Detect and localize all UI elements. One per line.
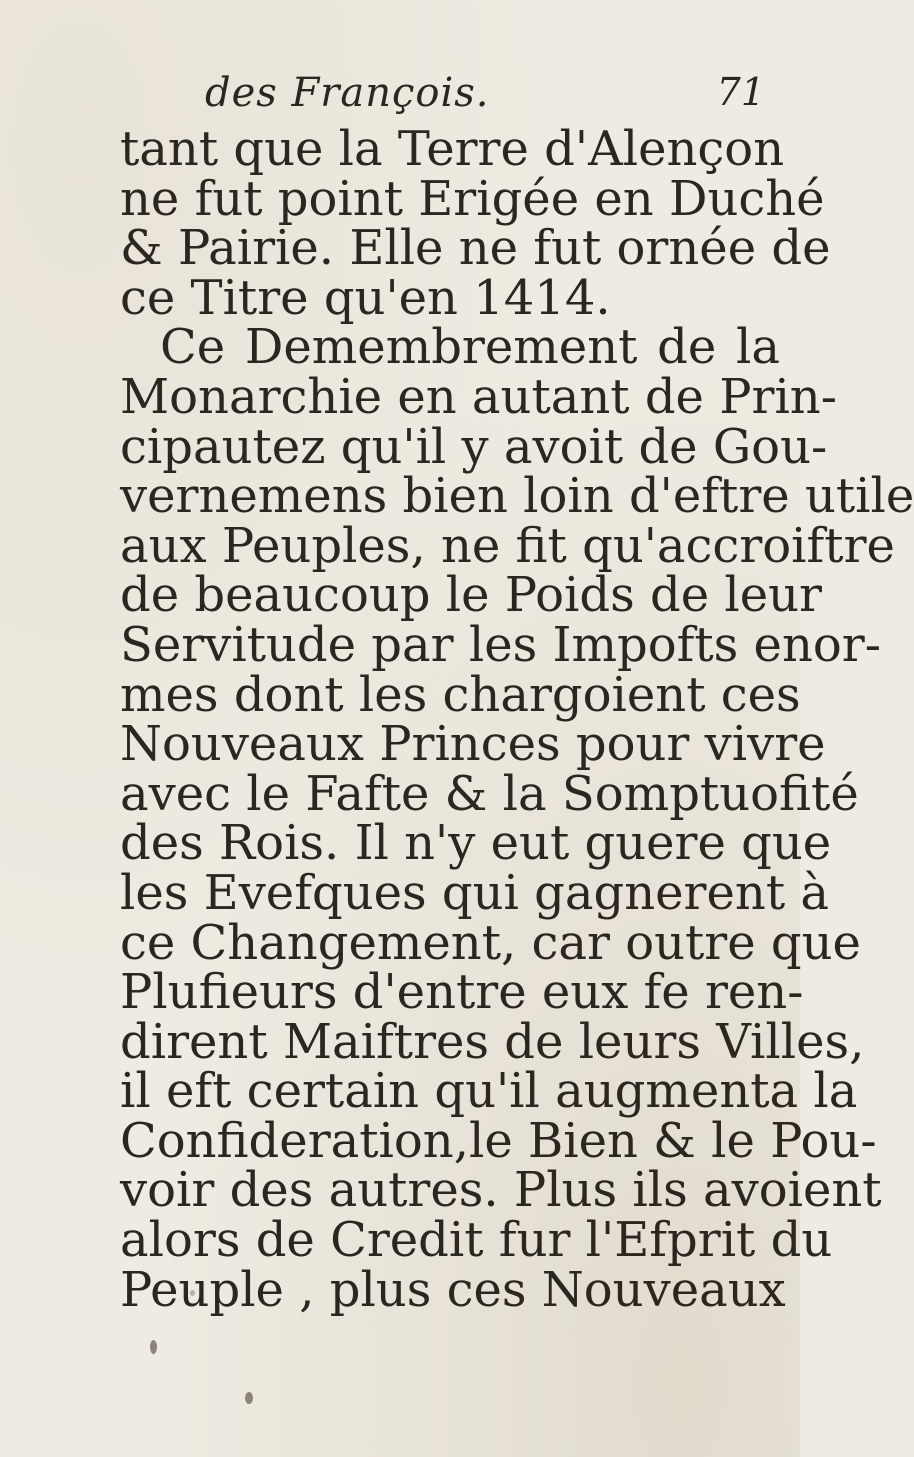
text-line: Servitude par les Impofts enor- [120, 616, 881, 673]
text-line: vernemens bien loin d'eftre utile [120, 468, 914, 525]
text-line: cipautez qu'il y avoit de Gou- [120, 418, 828, 475]
body-text [120, 121, 914, 1318]
text-line: il eft certain qu'il augmenta la [120, 1063, 858, 1120]
text-line: ne fut point Erigée en Duché [120, 170, 825, 227]
ink-spot [245, 1392, 253, 1404]
text-line: aux Peuples, ne fit qu'accroiftre [120, 517, 895, 574]
text-line: Plufieurs d'entre eux fe ren- [120, 964, 804, 1021]
text-line: voir des autres. Plus ils avoient [120, 1162, 882, 1219]
text-line: Nouveaux Princes pour vivre [120, 716, 826, 773]
text-line: Peuple , plus ces Nouveaux [120, 1261, 786, 1318]
text-line: des Rois. Il n'y eut guere que [120, 815, 832, 872]
text-line: avec le Fafte & la Somptuofité [120, 765, 859, 822]
ink-spot [190, 1290, 195, 1296]
text-line: mes dont les chargoient ces [120, 666, 801, 723]
text-line: Monarchie en autant de Prin- [120, 368, 837, 425]
text-line: ce Titre qu'en 1414. [120, 269, 611, 326]
text-line: tant que la Terre d'Alençon [120, 121, 785, 177]
text-line: dirent Maiftres de leurs Villes, [120, 1013, 865, 1070]
text-line: Ce Demembrement de la [160, 319, 780, 376]
running-title: des François. [205, 70, 490, 116]
text-line: ce Changement, car outre que [120, 914, 861, 971]
text-line: alors de Credit fur l'Efprit du [120, 1212, 833, 1269]
text-line: de beaucoup le Poids de leur [120, 567, 822, 624]
ink-spot [150, 1340, 157, 1354]
text-line: les Evefques qui gagnerent à [120, 864, 829, 921]
page-number: 71 [716, 70, 765, 114]
text-line: Confideration,le Bien & le Pou- [120, 1112, 877, 1169]
text-line: & Pairie. Elle ne fut ornée de [120, 220, 831, 277]
